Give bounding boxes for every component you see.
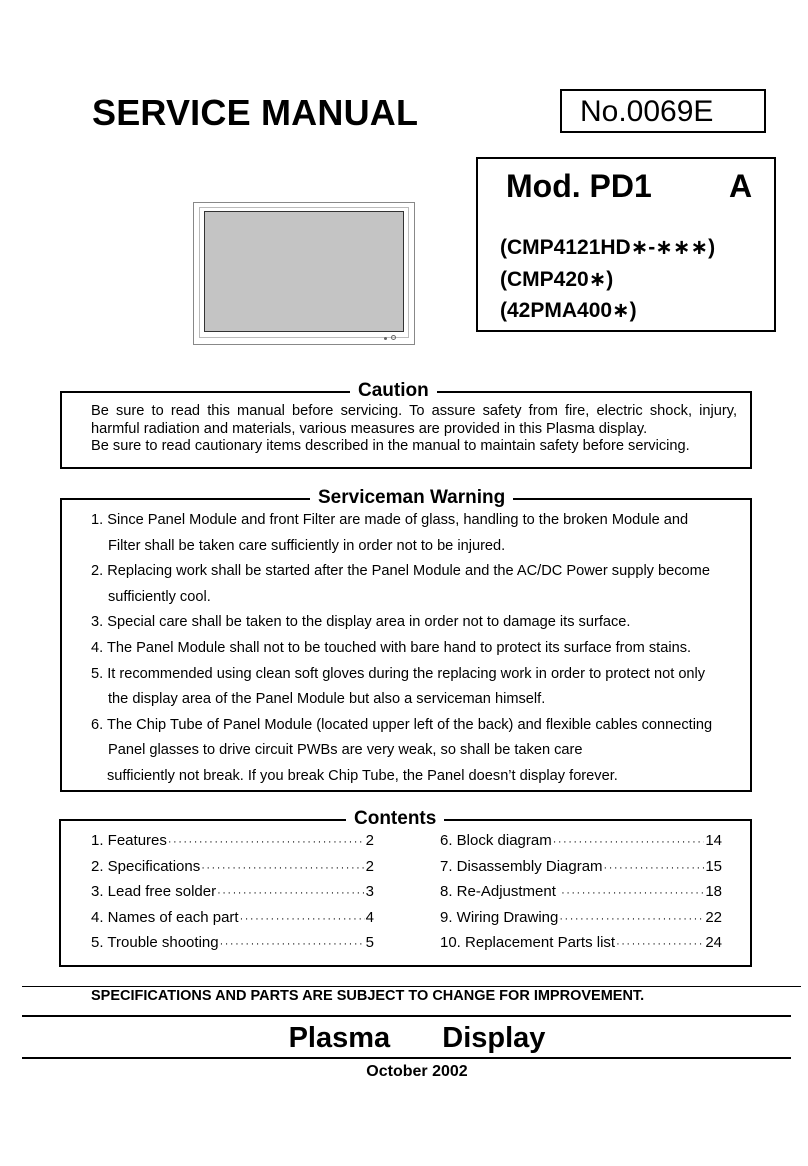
toc-entry-label: 7. Disassembly Diagram	[440, 857, 603, 875]
warning-heading: Serviceman Warning	[310, 488, 513, 508]
toc-entry-page: 3	[365, 883, 374, 900]
toc-leader	[240, 909, 365, 929]
toc-right-column	[440, 831, 722, 953]
toc-entry[interactable]	[91, 908, 374, 928]
toc-leader	[168, 832, 365, 852]
warning-item	[91, 636, 737, 662]
toc-leader	[616, 934, 704, 954]
warning-item-continuation: sufficiently cool.	[108, 588, 211, 605]
toc-leader	[561, 883, 704, 903]
toc-leader	[201, 858, 364, 878]
warning-item-text: 4. The Panel Module shall not to be touched with bare hand to protect its surface from stains.	[91, 639, 692, 656]
product-name: Plasma Display	[288, 1022, 546, 1054]
toc-leader	[559, 909, 704, 929]
caution-heading: Caution	[350, 381, 437, 401]
document-number: No.0069E	[560, 89, 766, 133]
toc-entry-label: 5. Trouble shooting	[91, 934, 219, 951]
caution-line: Be sure to read this manual before servicing. To assure safety from fire, electric shock, injury, harmful radiation and materials, various measures are provided in this Plasma display.	[91, 403, 737, 437]
model-variant: (CMP4121HD∗-∗∗∗)	[500, 236, 716, 259]
toc-entry-label: 2. Specifications	[91, 857, 201, 875]
contents-heading: Contents	[346, 809, 444, 829]
toc-entry-label: 9. Wiring Drawing	[440, 908, 559, 926]
warning-item	[91, 662, 737, 713]
warning-item-text: 1. Since Panel Module and front Filter are made of glass, handling to the broken Module and	[91, 512, 689, 528]
publication-date: October 2002	[366, 1063, 468, 1080]
divider	[22, 1057, 791, 1059]
power-button-icon	[391, 335, 396, 340]
toc-entry-page: 22	[705, 908, 722, 926]
toc-left-column	[91, 831, 374, 953]
toc-entry[interactable]	[440, 857, 722, 877]
toc-entry-page: 2	[365, 832, 374, 849]
warning-item-text: 3. Special care shall be taken to the display area in order not to damage its surface.	[91, 614, 631, 631]
warning-item-text: 5. It recommended using clean soft gloves during the replacing work in order to protect not only	[91, 665, 706, 682]
toc-entry[interactable]	[440, 882, 722, 902]
toc-entry-page: 14	[705, 832, 722, 849]
warning-item	[91, 713, 737, 790]
warning-item-continuation: the display area of the Panel Module but also a serviceman himself.	[108, 691, 546, 708]
toc-leader	[220, 934, 365, 954]
warning-item-text: 6. The Chip Tube of Panel Module (located upper left of the back) and flexible cables connecting	[91, 716, 713, 733]
warning-list	[91, 508, 737, 790]
toc-entry[interactable]	[91, 933, 374, 953]
model-suffix: A	[729, 168, 753, 204]
toc-entry[interactable]	[440, 908, 722, 928]
toc-entry[interactable]	[91, 882, 374, 902]
model-variant: (42PMA400∗)	[500, 299, 637, 322]
change-notice: SPECIFICATIONS AND PARTS ARE SUBJECT TO CHANGE FOR IMPROVEMENT.	[91, 988, 645, 1004]
toc-leader	[553, 832, 705, 852]
toc-entry-label: 10. Replacement Parts list	[440, 934, 616, 951]
toc-entry-page: 5	[365, 934, 374, 951]
toc-entry-label: 1. Features	[91, 832, 167, 849]
warning-item-continuation: Panel glasses to drive circuit PWBs are very weak, so shall be taken care	[108, 742, 583, 759]
toc-entry[interactable]	[91, 857, 374, 877]
divider	[22, 986, 801, 987]
warning-item	[91, 610, 737, 636]
warning-item	[91, 559, 737, 610]
toc-entry-page: 24	[705, 934, 722, 951]
manual-title: SERVICE MANUAL	[92, 92, 419, 133]
caution-text	[91, 403, 737, 456]
toc-leader	[604, 858, 705, 878]
warning-item	[91, 508, 737, 559]
power-led-icon	[384, 337, 387, 340]
toc-entry[interactable]	[91, 831, 374, 851]
warning-item-continuation: sufficiently not break. If you break Chip Tube, the Panel doesn’t display forever.	[107, 767, 618, 784]
toc-entry-label: 6. Block diagram	[440, 832, 552, 849]
toc-entry-page: 18	[705, 883, 722, 900]
toc-entry-label: 8. Re-Adjustment	[440, 883, 561, 900]
toc-entry-page: 4	[365, 908, 374, 926]
toc-entry[interactable]	[440, 933, 722, 953]
toc-entry-page: 2	[365, 857, 374, 875]
caution-line: Be sure to read cautionary items described in the manual to maintain safety before servicing.	[91, 438, 690, 454]
toc-entry-label: 3. Lead free solder	[91, 883, 217, 900]
toc-entry-page: 15	[705, 857, 722, 875]
toc-entry-label: 4. Names of each part	[91, 908, 239, 926]
divider	[22, 1015, 791, 1017]
toc-leader	[217, 883, 365, 903]
display-screen	[204, 211, 404, 332]
toc-entry[interactable]	[440, 831, 722, 851]
model-label: Mod. PD1	[506, 168, 652, 204]
warning-item-continuation: Filter shall be taken care sufficiently in order not to be injured.	[108, 537, 506, 554]
warning-item-text: 2. Replacing work shall be started after the Panel Module and the AC/DC Power supply become	[91, 563, 710, 580]
model-variant: (CMP420∗)	[500, 268, 614, 291]
